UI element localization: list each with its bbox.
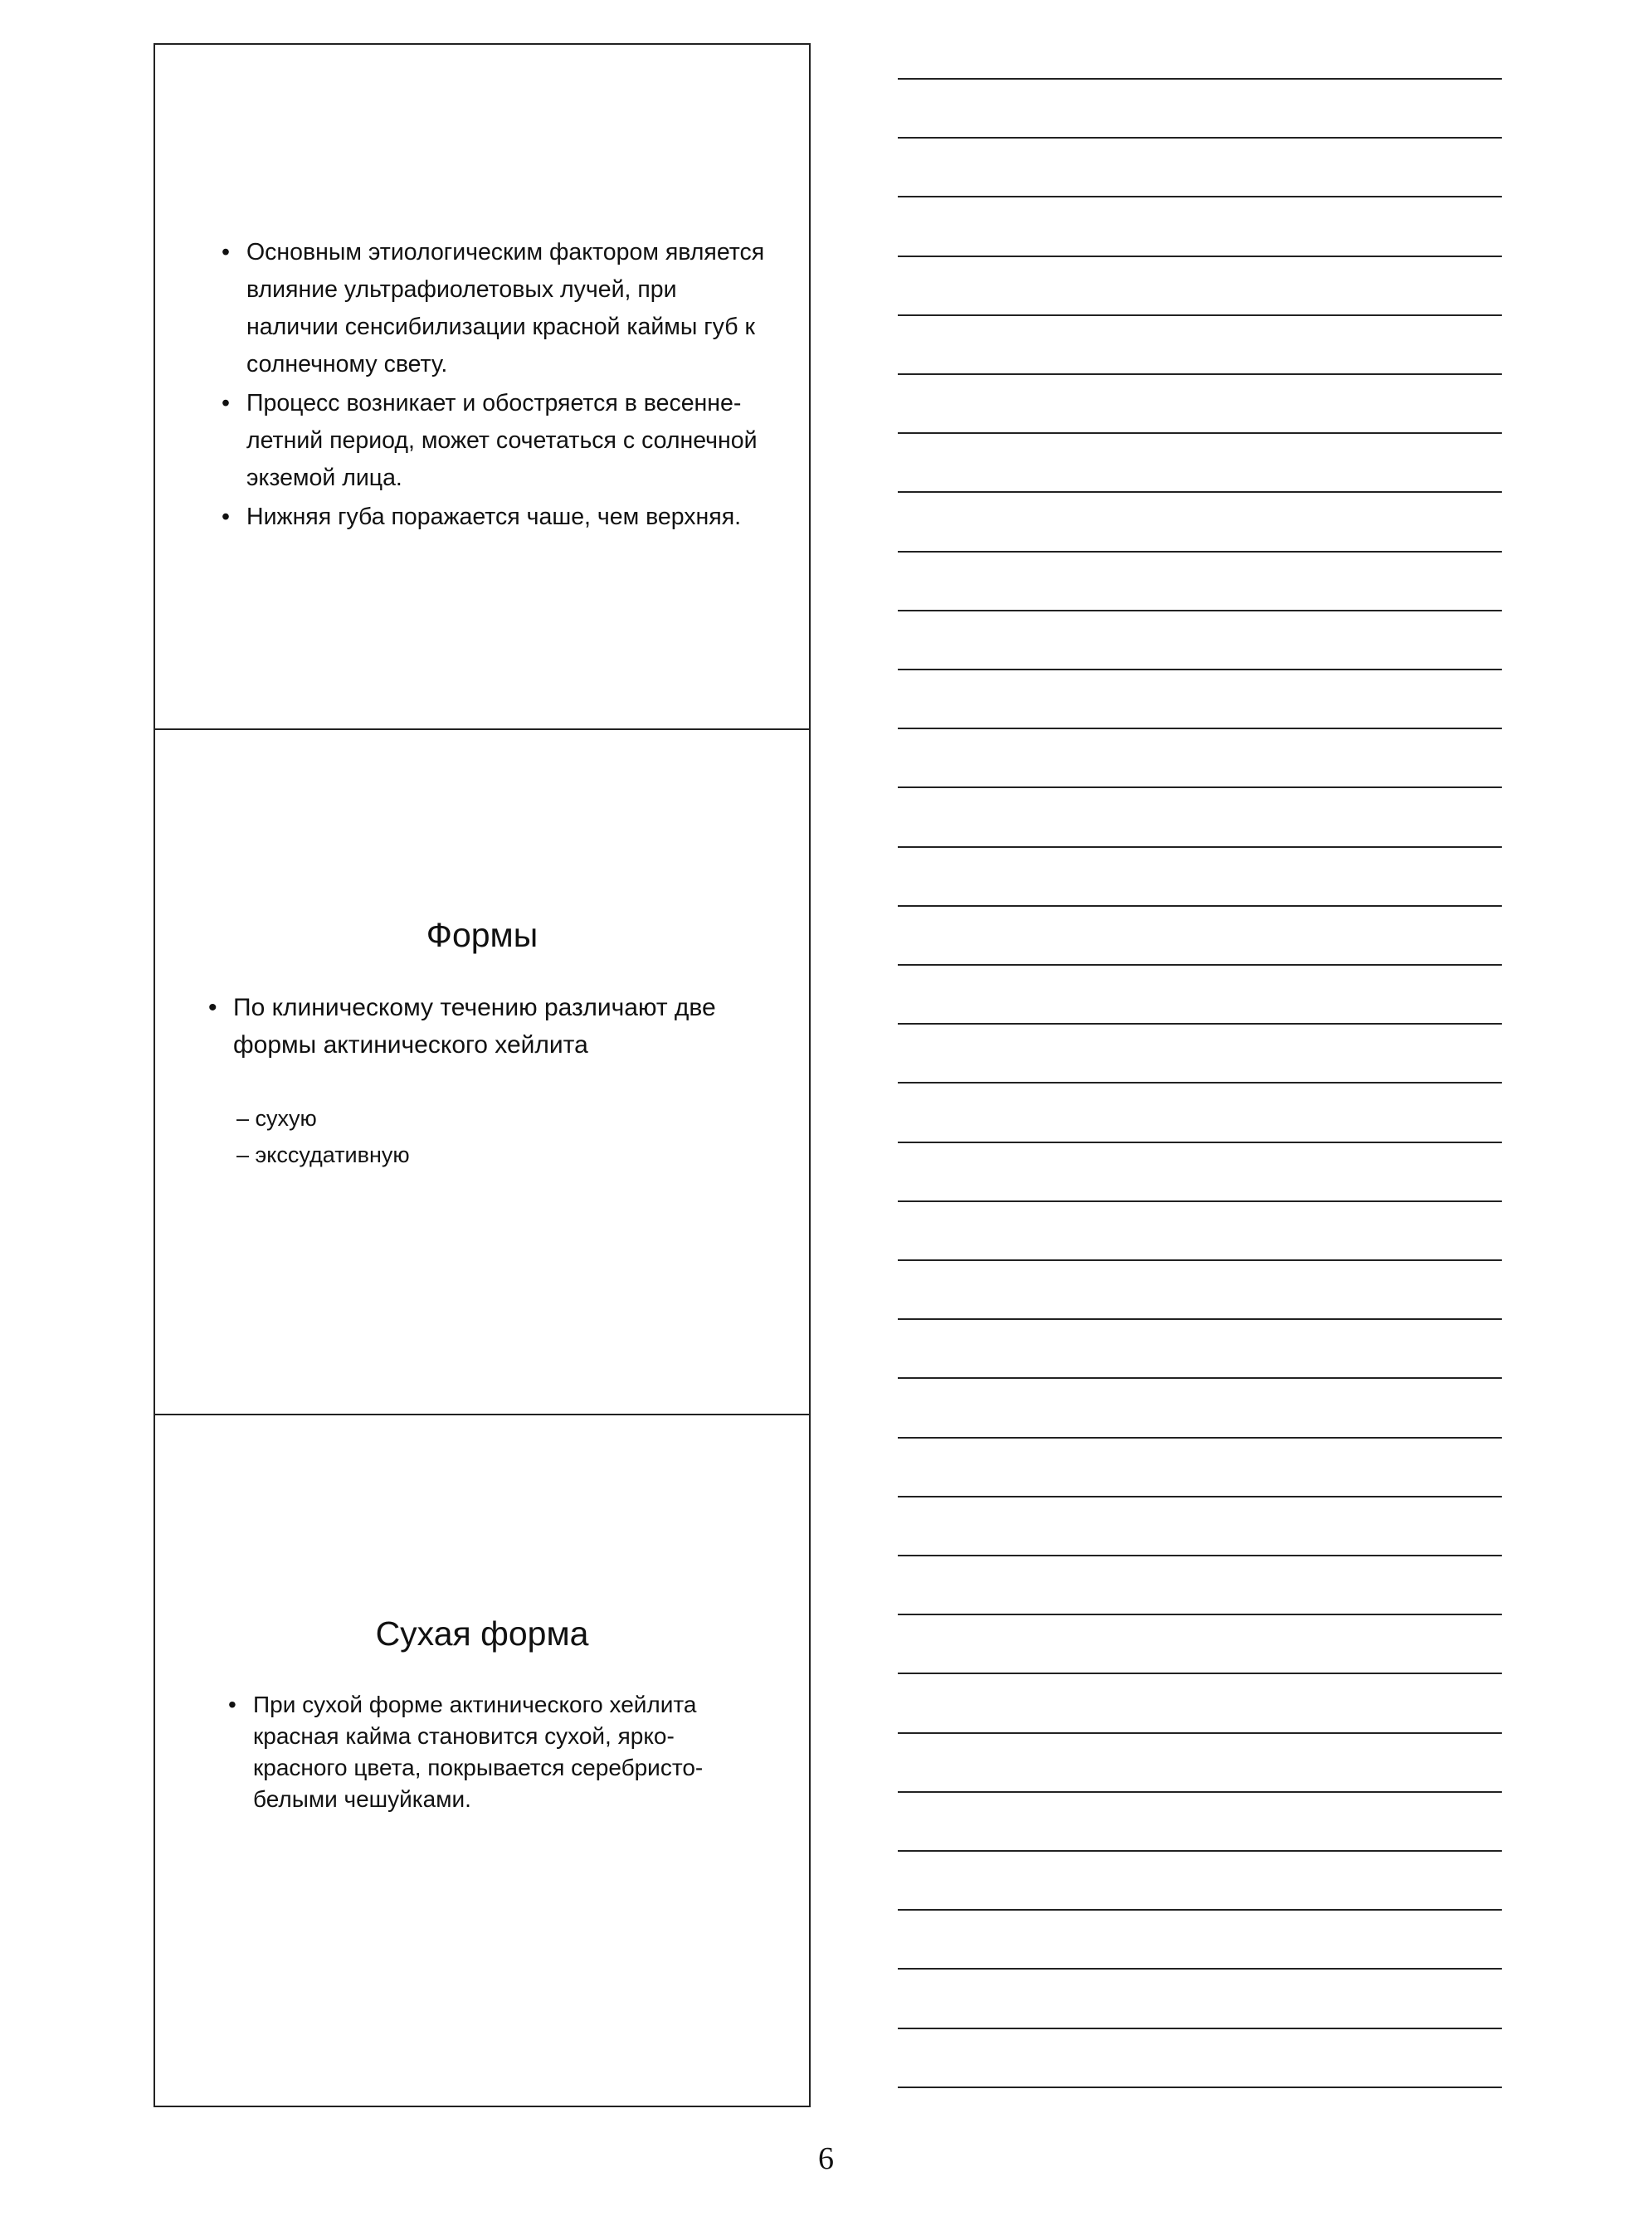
note-line (898, 2028, 1502, 2029)
note-line (898, 1850, 1502, 1852)
note-line (898, 1377, 1502, 1379)
note-line (898, 610, 1502, 611)
note-line (898, 905, 1502, 907)
note-line (898, 314, 1502, 316)
slide-dry-form (155, 1414, 809, 2106)
note-line (898, 2087, 1502, 2088)
note-line (898, 1614, 1502, 1615)
bullet-list (208, 989, 772, 1064)
slide-handout-column (154, 43, 811, 2107)
bullet-list (228, 1689, 743, 1815)
note-line (898, 1791, 1502, 1793)
bullet-item: • Основным этиологическим фактором является влияние ультрафиолетовых лучей, при наличии сенсибилизации красной каймы губ к солнечному свету. (222, 234, 769, 383)
note-line (898, 1200, 1502, 1202)
note-line (898, 1259, 1502, 1261)
note-line (898, 1968, 1502, 1970)
note-line (898, 491, 1502, 493)
bullet-item: • Процесс возникает и обостряется в весенне-летний период, может сочетаться с солнечной экземой лица. (222, 385, 769, 497)
bullet-item: • Нижняя губа поражается чаше, чем верхняя. (222, 499, 769, 536)
note-line (898, 728, 1502, 729)
bullet-item: • При сухой форме актинического хейлита красная кайма становится сухой, ярко-красного цвета, покрывается серебристо-белыми чешуйками. (228, 1689, 743, 1815)
bullet-item: • По клиническому течению различают две формы актинического хейлита (208, 989, 772, 1064)
note-line (898, 1142, 1502, 1143)
slide-etiology (155, 45, 809, 728)
sub-item-list (236, 1100, 410, 1173)
sub-item: – сухую (236, 1106, 317, 1131)
note-line (898, 1909, 1502, 1911)
note-line (898, 669, 1502, 670)
note-line (898, 1437, 1502, 1439)
note-line (898, 964, 1502, 966)
note-line (898, 1023, 1502, 1025)
note-line (898, 78, 1502, 80)
note-line (898, 551, 1502, 553)
note-line (898, 1496, 1502, 1497)
sub-item: – экссудативную (236, 1142, 410, 1167)
slide-forms (155, 728, 809, 1414)
note-line (898, 432, 1502, 434)
note-lines (898, 0, 1502, 2157)
note-line (898, 1318, 1502, 1320)
note-line (898, 256, 1502, 257)
note-line (898, 786, 1502, 788)
note-line (898, 1673, 1502, 1674)
note-line (898, 137, 1502, 139)
note-line (898, 196, 1502, 197)
page-number: 6 (818, 2141, 834, 2176)
bullet-list (222, 234, 769, 538)
note-line (898, 1732, 1502, 1734)
note-line (898, 373, 1502, 375)
slide-title: Формы (426, 916, 538, 954)
note-line (898, 1082, 1502, 1083)
note-line (898, 1555, 1502, 1556)
slide-title: Сухая форма (375, 1614, 589, 1653)
note-line (898, 846, 1502, 848)
